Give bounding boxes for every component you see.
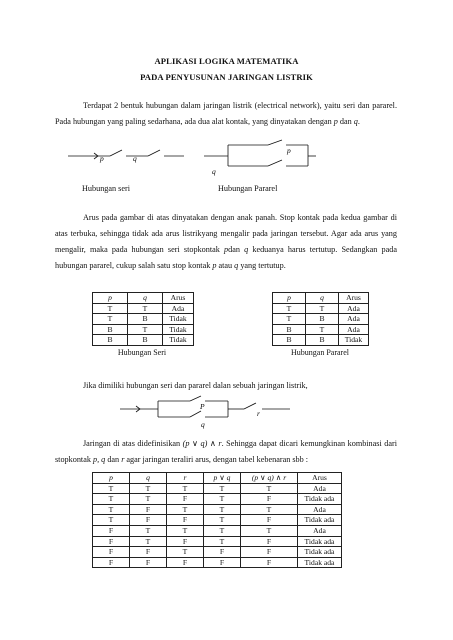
table-cell: F [241,515,298,526]
table-row [93,483,342,494]
table-row [93,515,342,526]
table-row [93,324,194,335]
table-cell: T [130,536,167,547]
table-cell: F [204,547,241,558]
table-cell: Tidak [163,335,194,346]
header-cell: p [273,293,306,304]
table-cell: Tidak ada [298,515,342,526]
table-cell: T [128,324,163,335]
table-cell: T [306,324,339,335]
table-cell: B [273,324,306,335]
table-cell: Ada [298,483,342,494]
table-row [93,525,342,536]
table-row [93,557,342,568]
parallel-label-p: p [287,146,291,155]
table-cell: F [130,557,167,568]
table-cell: Ada [339,314,369,325]
table-cell: T [241,525,298,536]
parallel-circuit-diagram [204,140,316,166]
table-header-row [273,293,369,304]
table-header-row [93,293,194,304]
table-row [273,314,369,325]
table-cell: Tidak ada [298,536,342,547]
caption-parallel: Hubungan Pararel [218,184,278,193]
title-line-1: APLIKASI LOGIKA MATEMATIKA [154,56,299,66]
table-cell: T [93,515,130,526]
table-cell: Tidak ada [298,494,342,505]
table-cell: F [93,536,130,547]
table-cell: T [204,483,241,494]
table-cell: T [273,314,306,325]
table-cell: B [273,335,306,346]
header-cell: q [306,293,339,304]
explanation-paragraph: Arus pada gambar di atas dinyatakan dengan anak panah. Stop kontak pada kedua gambar di atas terbuka, sehingga tidak ada arus listrikyang mengalir pada jaringan tersebut. Agar ada arus yang mengalir, maka pada hubungan seri stopkontak pdan q keduanya harus tertutup. Sedangkan pada hubungan pararel, cukup salah satu stop kontak p atau q yang tertutup. [55,213,397,270]
caption-table-series: Hubungan Seri [117,348,167,357]
table-row [93,335,194,346]
table-cell: Ada [163,303,194,314]
table-cell: Tidak ada [298,557,342,568]
table-cell: Tidak [163,324,194,335]
table-row [93,494,342,505]
table-cell: B [93,335,128,346]
header-cell: q [128,293,163,304]
table-cell: F [204,557,241,568]
table-cell: T [204,494,241,505]
header-cell: Arus [339,293,369,304]
table-cell: F [130,504,167,515]
table-cell: T [130,494,167,505]
truth-table [92,472,342,568]
table-cell: Tidak [163,314,194,325]
table-cell: T [241,504,298,515]
combined-label-r: r [257,409,260,418]
header-cell: Arus [298,473,342,484]
table-series [92,292,194,346]
table-cell: T [204,504,241,515]
table-row [273,303,369,314]
table-parallel [272,292,369,346]
truth-table-intro-paragraph: Jaringan di atas didefinisikan (p ∨ q) ∧ r. Sehingga dapat dicari kemungkinan kombinasi dari stopkontak p, q dan r agar jaringan teraliri arus, dengan tabel kebenaran sbb : [55,439,398,464]
header-cell: r [167,473,204,484]
caption-series: Hubungan seri [82,184,130,193]
header-cell: (p ∨ q) ∧ r [241,473,298,484]
table-cell: Ada [298,525,342,536]
table-cell: T [130,525,167,536]
header-cell: p ∨ q [204,473,241,484]
intro-paragraph: Terdapat 2 bentuk hubungan dalam jaringan listrik (electrical network), yaitu seri dan pararel. Pada hubungan yang paling sedarhana, ada dua alat kontak, yang dinyatakan dengan p dan q. [55,101,397,126]
table-cell: T [93,504,130,515]
combined-label-q: q [201,420,205,429]
table-cell: F [241,494,298,505]
series-circuit-diagram [68,150,184,159]
combined-circuit-diagram [0,396,453,430]
table-cell: T [93,494,130,505]
table-cell: B [128,314,163,325]
table-cell: Tidak ada [298,547,342,558]
combined-intro-paragraph: Jika dimiliki hubungan seri dan pararel dalan sebuah jaringan listrik, [83,381,308,390]
table-cell: T [273,303,306,314]
table-row [93,504,342,515]
table-row [93,303,194,314]
table-row [93,547,342,558]
table-cell: T [167,525,204,536]
table-cell: B [306,314,339,325]
header-cell: q [130,473,167,484]
table-cell: T [167,504,204,515]
table-header-row [93,473,342,484]
table-cell: F [241,547,298,558]
header-cell: Arus [163,293,194,304]
header-cell: p [93,293,128,304]
switch-diagrams [0,140,453,180]
table-cell: F [167,557,204,568]
table-row [273,335,369,346]
table-cell: T [93,314,128,325]
table-cell: F [241,536,298,547]
combined-label-p: P [200,402,205,411]
table-cell: B [93,324,128,335]
table-cell: T [128,303,163,314]
table-row [273,324,369,335]
table-cell: T [241,483,298,494]
table-cell: F [167,515,204,526]
table-cell: F [93,547,130,558]
table-cell: F [93,557,130,568]
caption-table-parallel: Hubungan Pararel [291,348,349,357]
table-cell: F [93,525,130,536]
table-cell: F [130,515,167,526]
table-cell: B [128,335,163,346]
table-row [93,536,342,547]
table-cell: Tidak [339,335,369,346]
table-cell: T [167,547,204,558]
table-cell: Ada [339,303,369,314]
header-cell: p [93,473,130,484]
title-line-2: PADA PENYUSUNAN JARINGAN LISTRIK [140,72,313,82]
table-cell: Ada [298,504,342,515]
table-cell: F [130,547,167,558]
series-label-p: p [100,154,104,163]
table-cell: T [167,483,204,494]
table-row [93,314,194,325]
table-cell: B [306,335,339,346]
table-cell: T [93,483,130,494]
table-cell: T [204,525,241,536]
series-label-q: q [133,154,137,163]
table-cell: F [241,557,298,568]
table-cell: T [204,536,241,547]
parallel-label-q: q [212,167,216,176]
table-cell: T [306,303,339,314]
table-cell: Ada [339,324,369,335]
table-cell: T [130,483,167,494]
table-cell: F [167,536,204,547]
table-cell: F [167,494,204,505]
table-cell: T [93,303,128,314]
truth-table-body [93,483,342,568]
table-cell: T [204,515,241,526]
